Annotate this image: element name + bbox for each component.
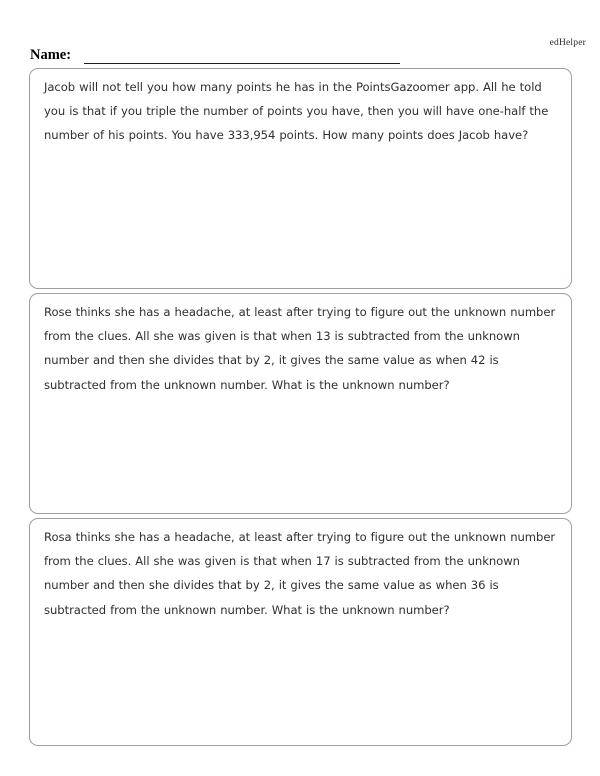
problem-box-1[interactable] xyxy=(29,68,572,289)
edhelper-logo: edHelper xyxy=(549,38,586,48)
name-write-in-line[interactable] xyxy=(84,63,400,64)
problem-box-2[interactable] xyxy=(29,293,572,514)
problem-2-text: Rose thinks she has a headache, at least after trying to figure out the unknown number from the clues. All she was given is that when 13 is subtracted from the unknown number and then she divides that by 2, it gives the same value as when 42 is subtracted from the unknown number. What is the unknown number? xyxy=(44,305,556,392)
problem-box-3[interactable] xyxy=(29,518,572,746)
name-label: Name: xyxy=(30,47,72,63)
problem-3-text: Rosa thinks she has a headache, at least after trying to figure out the unknown number from the clues. All she was given is that when 17 is subtracted from the unknown number and then she divides that by 2, it gives the same value as when 36 is subtracted from the unknown number. What is the unknown number? xyxy=(44,530,556,617)
problem-1-text: Jacob will not tell you how many points he has in the PointsGazoomer app. All he told you is that if you triple the number of points you have, then you will have one-half the number of his points. You have 333,954 points. How many points does Jacob have? xyxy=(44,80,549,143)
name-field-row xyxy=(30,47,450,69)
